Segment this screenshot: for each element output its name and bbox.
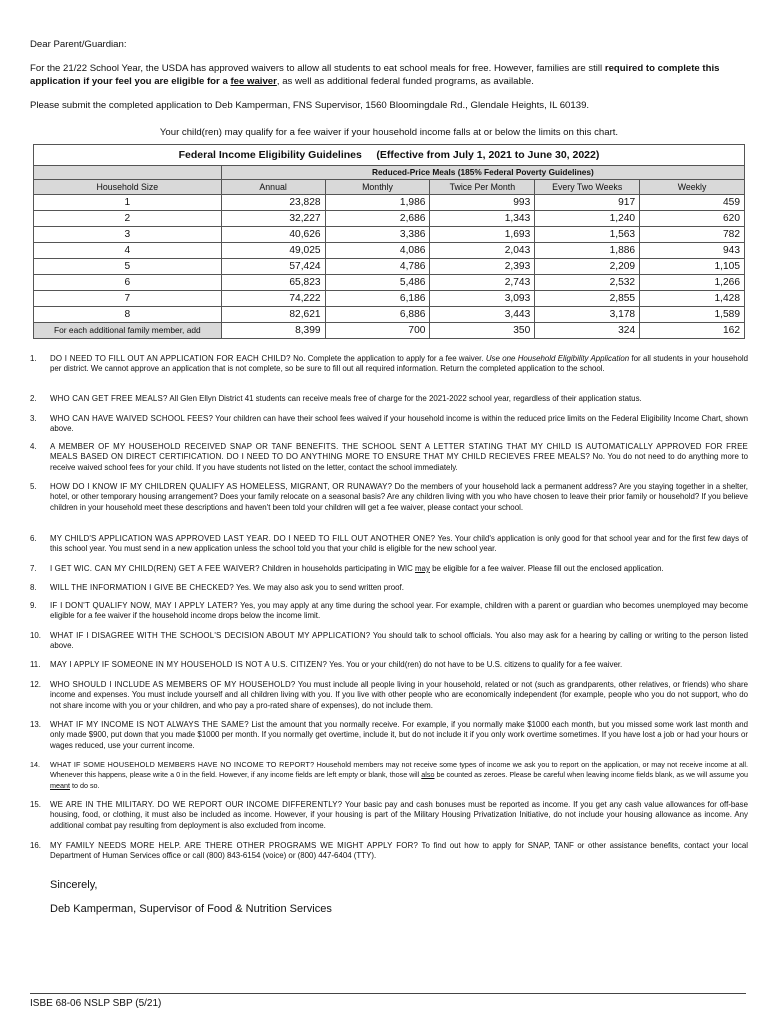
- faq-question: WHO SHOULD I INCLUDE AS MEMBERS OF MY HOUSEHOLD?: [50, 680, 296, 689]
- faq-answer: All Glen Ellyn District 41 students can receive meals free of charge for the 2021-2022 school year, regardless of their application status.: [167, 394, 642, 403]
- faq-body: [50, 564, 748, 574]
- income-cell: 2,532: [535, 275, 640, 291]
- faq-body: [50, 720, 748, 751]
- faq-answer-continued: for all students in your household per district. We cannot approve an application that is not complete, so be sure to fill out all required information. Return the completed application to the school.: [50, 354, 749, 374]
- faq-answer: Yes, you may apply at any time during the school year. For example, children with a parent or guardian who becomes unemployed may become eligible for a fee waiver if the household income drops below the income limit.: [50, 601, 748, 621]
- table-subtitle: Reduced-Price Meals (185% Federal Poverty Guidelines): [221, 166, 744, 180]
- faq-item: [30, 394, 748, 404]
- faq-question: WILL THE INFORMATION I GIVE BE CHECKED?: [50, 583, 234, 592]
- income-cell: 700: [325, 323, 430, 339]
- faq-item: [30, 601, 748, 622]
- faq-answer: To find out how to apply for SNAP, TANF or other assistance benefits, contact your local Department of Human Services office or call (800) 843-6154 (voice) or (800) 447-6404 (TTY).: [50, 841, 748, 861]
- faq-item: [30, 841, 748, 862]
- faq-body: [50, 660, 748, 670]
- faq-item: [30, 482, 748, 513]
- household-size-cell: 3: [34, 227, 222, 243]
- faq-item: [30, 564, 748, 574]
- income-cell: 2,855: [535, 291, 640, 307]
- income-cell: 2,043: [430, 243, 535, 259]
- form-code-footer: ISBE 68-06 NSLP SBP (5/21): [30, 998, 162, 1009]
- faq-number: 1.: [30, 354, 37, 363]
- income-cell: 1,986: [325, 195, 430, 211]
- faq-item: [30, 680, 748, 711]
- income-cell: 1,589: [640, 307, 745, 323]
- signature: Deb Kamperman, Supervisor of Food & Nutrition Services: [50, 903, 332, 915]
- household-size-cell: 7: [34, 291, 222, 307]
- faq-number: 6.: [30, 534, 37, 543]
- income-cell: 23,828: [221, 195, 325, 211]
- faq-answer-underlined: may: [414, 564, 430, 573]
- income-cell: 4,086: [325, 243, 430, 259]
- faq-question: WHO CAN GET FREE MEALS?: [50, 394, 168, 403]
- faq-answer: Yes. We may also ask you to send written proof.: [233, 583, 404, 592]
- faq-question: WE ARE IN THE MILITARY. DO WE REPORT OUR INCOME DIFFERENTLY?: [50, 800, 343, 809]
- income-cell: 49,025: [221, 243, 325, 259]
- faq-answer: No. Complete the application to apply for a fee waiver.: [290, 354, 486, 363]
- income-cell: 162: [640, 323, 745, 339]
- income-cell: 57,424: [221, 259, 325, 275]
- faq-body: [50, 354, 748, 375]
- income-cell: 2,686: [325, 211, 430, 227]
- faq-item: [30, 660, 748, 670]
- income-cell: 2,209: [535, 259, 640, 275]
- income-cell: 3,093: [430, 291, 535, 307]
- income-cell: 8,399: [221, 323, 325, 339]
- faq-answer: Children in households participating in WIC: [259, 564, 415, 573]
- table-row-additional-member: [34, 323, 745, 339]
- faq-answer: You must include all people living in your household, related or not (such as grandparents, other relatives, or friends) who share income and expenses. You must include yourself and all children living with you. If you live with other people who are economically independent (for example, people who you do not support, who do not share income with you or your children, and who pay a pro-rated share of expenses), do not include them.: [50, 680, 748, 710]
- faq-number: 10.: [30, 631, 41, 640]
- intro-paragraph: [30, 62, 748, 88]
- income-cell: 4,786: [325, 259, 430, 275]
- income-cell: 6,886: [325, 307, 430, 323]
- faq-item: [30, 720, 748, 751]
- faq-number: 2.: [30, 394, 37, 403]
- faq-number: 15.: [30, 800, 41, 809]
- income-cell: 1,266: [640, 275, 745, 291]
- faq-question: MAY I APPLY IF SOMEONE IN MY HOUSEHOLD IS NOT A U.S. CITIZEN?: [50, 660, 328, 669]
- intro-text-2: , as well as additional federal funded programs, as available.: [276, 76, 534, 87]
- table-row: [34, 211, 745, 227]
- faq-question: I GET WIC. CAN MY CHILD(REN) GET A FEE WAIVER?: [50, 564, 260, 573]
- faq-answer: Yes. Your child's application is only good for that school year and for the first few days of this school year. You must send in a new application unless the school told you that your child is eligible for the new school year.: [50, 534, 748, 554]
- income-cell: 74,222: [221, 291, 325, 307]
- faq-number: 4.: [30, 442, 37, 451]
- faq-item: [30, 631, 748, 652]
- household-size-cell: 4: [34, 243, 222, 259]
- income-cell: 620: [640, 211, 745, 227]
- intro-bold-text: required to complete this application if your feel you are eligible for a: [30, 63, 720, 87]
- household-size-cell: For each additional family member, add: [34, 323, 222, 339]
- col-header-every-two-weeks: Every Two Weeks: [535, 180, 640, 195]
- income-cell: 943: [640, 243, 745, 259]
- faq-body: [50, 482, 748, 513]
- income-cell: 917: [535, 195, 640, 211]
- income-cell: 40,626: [221, 227, 325, 243]
- faq-body: [50, 680, 748, 711]
- income-cell: 65,823: [221, 275, 325, 291]
- income-cell: 2,743: [430, 275, 535, 291]
- income-cell: 3,443: [430, 307, 535, 323]
- table-title: Federal Income Eligibility Guidelines (Effective from July 1, 2021 to June 30, 2022): [34, 145, 745, 166]
- table-row: [34, 259, 745, 275]
- qualify-text: Your child(ren) may qualify for a fee waiver if your household income falls at or below the limits on this chart.: [159, 127, 619, 138]
- table-row: [34, 291, 745, 307]
- income-eligibility-table: [33, 144, 745, 339]
- income-cell: 324: [535, 323, 640, 339]
- faq-question: WHAT IF MY INCOME IS NOT ALWAYS THE SAME?: [50, 720, 249, 729]
- faq-question: WHAT IF SOME HOUSEHOLD MEMBERS HAVE NO INCOME TO REPORT?: [50, 760, 315, 769]
- table-subtitle-blank: [34, 166, 222, 180]
- income-cell: 5,486: [325, 275, 430, 291]
- income-cell: 993: [430, 195, 535, 211]
- faq-answer: Your children can have their school fees waived if your household income is within the reduced price limits on the Federal Eligibility Income Chart, shown above.: [50, 414, 748, 434]
- income-cell: 82,621: [221, 307, 325, 323]
- faq-number: 13.: [30, 720, 41, 729]
- faq-number: 16.: [30, 841, 41, 850]
- fee-waiver-emphasis: fee waiver: [230, 76, 277, 87]
- faq-body: [50, 841, 748, 862]
- faq-body: [50, 534, 748, 555]
- faq-question: WHAT IF I DISAGREE WITH THE SCHOOL'S DECISION ABOUT MY APPLICATION?: [50, 631, 371, 640]
- col-header-weekly: Weekly: [640, 180, 745, 195]
- table-row: [34, 195, 745, 211]
- table-row: [34, 275, 745, 291]
- faq-answer-end: to do so.: [69, 780, 100, 790]
- faq-question: HOW DO I KNOW IF MY CHILDREN QUALIFY AS HOMELESS, MIGRANT, OR RUNAWAY?: [50, 482, 393, 491]
- faq-answer: Do the members of your household lack a permanent address? Are you staying together in a shelter, hotel, or other temporary housing arrangement? Does your family relocate on a seasonal basis? Are any children living with you who have chosen to leave their prior family or household? If you believe children in your household meet these descriptions and haven't been told your children will get a fee waiver, please contact your school.: [50, 482, 748, 512]
- col-header-twice-per-month: Twice Per Month: [430, 180, 535, 195]
- faq-number: 11.: [30, 660, 41, 669]
- faq-item: [30, 534, 748, 555]
- faq-body: [50, 583, 748, 593]
- faq-item: [30, 354, 748, 375]
- faq-answer: Household members may not receive some types of income we ask you to report on the application, or may not receive income at all. Whenever this happens, please write a 0 in the field. However, if any income fields are left empty or blank, those will: [50, 760, 749, 780]
- intro-text-1: For the 21/22 School Year, the USDA has approved waivers to allow all students to eat school meals for free. However, families are still: [30, 63, 605, 74]
- col-header-household-size: Household Size: [34, 180, 222, 195]
- income-cell: 1,105: [640, 259, 745, 275]
- faq-item: [30, 583, 748, 593]
- faq-question: MY FAMILY NEEDS MORE HELP. ARE THERE OTHER PROGRAMS WE MIGHT APPLY FOR?: [50, 841, 419, 850]
- faq-number: 7.: [30, 564, 37, 573]
- income-cell: 1,563: [535, 227, 640, 243]
- faq-number: 5.: [30, 482, 37, 491]
- household-size-cell: 8: [34, 307, 222, 323]
- faq-item: [30, 414, 748, 435]
- faq-item: [30, 442, 748, 473]
- table-row: [34, 243, 745, 259]
- faq-number: 12.: [30, 680, 41, 689]
- income-cell: 1,240: [535, 211, 640, 227]
- faq-body: [50, 601, 748, 622]
- income-cell: 459: [640, 195, 745, 211]
- faq-body: [50, 760, 748, 791]
- faq-answer: Your basic pay and cash bonuses must be reported as income. If you get any cash value allowances for off-base housing, food, or clothing, it must also be included as income. However, if your housing is part of the Military Housing Privatization Initiative, do not include your housing allowance as income. Any additional combat pay resulting from deployment is also excluded from income.: [50, 800, 748, 830]
- income-cell: 3,178: [535, 307, 640, 323]
- faq-body: [50, 631, 748, 652]
- income-cell: 2,393: [430, 259, 535, 275]
- footer-divider: [30, 993, 746, 994]
- household-size-cell: 1: [34, 195, 222, 211]
- household-size-cell: 6: [34, 275, 222, 291]
- table-row: [34, 307, 745, 323]
- faq-body: [50, 414, 748, 435]
- income-cell: 1,886: [535, 243, 640, 259]
- faq-item: [30, 800, 748, 831]
- income-cell: 782: [640, 227, 745, 243]
- col-header-monthly: Monthly: [325, 180, 430, 195]
- closing: Sincerely,: [50, 879, 98, 891]
- faq-item: [30, 760, 748, 791]
- faq-answer-continued: be counted as zeroes. Please be careful when leaving income fields blank, as we will assume you: [434, 770, 748, 780]
- faq-answer: List the amount that you normally receive. For example, if you normally make $1000 each month, but you missed some work last month and only made $900, put down that you made $1000 per month. If you normally get overtime, include it, but do not include it if you only work overtime sometimes. If you have lost a job or had your hours or wages reduced, use your current income.: [50, 720, 748, 750]
- faq-answer-underlined: also: [421, 770, 435, 780]
- faq-body: [50, 394, 748, 404]
- income-cell: 6,186: [325, 291, 430, 307]
- faq-question: MY CHILD'S APPLICATION WAS APPROVED LAST YEAR. DO I NEED TO FILL OUT ANOTHER ONE?: [50, 534, 436, 543]
- income-cell: 350: [430, 323, 535, 339]
- faq-answer-italic: Use one Household Eligibility Application: [485, 354, 630, 363]
- income-cell: 1,343: [430, 211, 535, 227]
- faq-answer: No. You do not need to do anything more to receive waived school fees for your child. If you have students not listed on the letter, contact the school immediately.: [50, 452, 748, 472]
- faq-question: DO I NEED TO FILL OUT AN APPLICATION FOR EACH CHILD?: [50, 354, 291, 363]
- faq-body: [50, 800, 748, 831]
- household-size-cell: 5: [34, 259, 222, 275]
- faq-number: 9.: [30, 601, 37, 610]
- faq-answer: You should talk to school officials. You also may ask for a hearing by calling or writing to the person listed above.: [50, 631, 748, 651]
- submit-instructions: Please submit the completed application to Deb Kamperman, FNS Supervisor, 1560 Bloomingdale Rd., Glendale Heights, IL 60139.: [30, 100, 590, 111]
- table-row: [34, 227, 745, 243]
- income-cell: 32,227: [221, 211, 325, 227]
- faq-number: 8.: [30, 583, 37, 592]
- faq-answer-underlined-2: meant: [50, 780, 70, 790]
- faq-answer: Yes. You or your child(ren) do not have to be U.S. citizens to qualify for a fee waiver.: [327, 660, 623, 669]
- faq-number: 14.: [30, 760, 40, 769]
- faq-number: 3.: [30, 414, 37, 423]
- income-cell: 3,386: [325, 227, 430, 243]
- faq-question: IF I DON'T QUALIFY NOW, MAY I APPLY LATER?: [50, 601, 238, 610]
- income-cell: 1,693: [430, 227, 535, 243]
- faq-question: WHO CAN HAVE WAIVED SCHOOL FEES?: [50, 414, 214, 423]
- household-size-cell: 2: [34, 211, 222, 227]
- faq-answer-continued: be eligible for a fee waiver. Please fill out the enclosed application.: [429, 564, 664, 573]
- income-cell: 1,428: [640, 291, 745, 307]
- col-header-annual: Annual: [221, 180, 325, 195]
- greeting: Dear Parent/Guardian:: [30, 39, 127, 50]
- faq-body: [50, 442, 748, 473]
- table-header-row: [34, 180, 745, 195]
- faq-question: A MEMBER OF MY HOUSEHOLD RECEIVED SNAP OR TANF BENEFITS. THE SCHOOL SENT A LETTER STATING THAT MY CHILD IS AUTOMATICALLY APPROVED FOR FREE MEALS BASED ON DIRECT CERTIFICATION. DO I NEED TO DO ANYTHING MORE TO ENSURE THAT MY CHILD RECIEVES FREE MEALS?: [50, 442, 748, 462]
